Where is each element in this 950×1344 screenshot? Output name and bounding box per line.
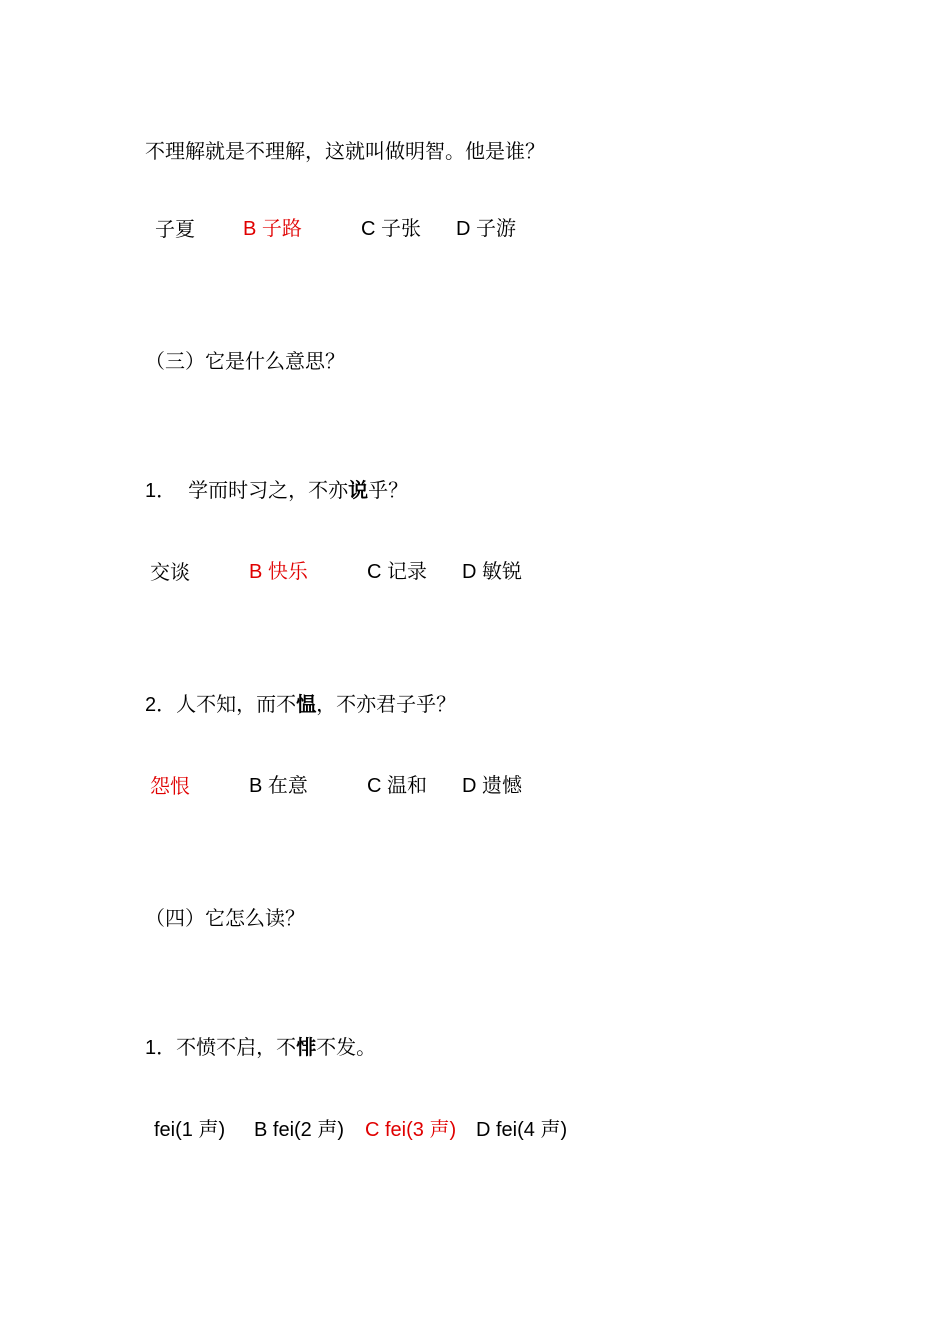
option-c: C 子张 — [361, 218, 421, 240]
keyword: 愠 — [296, 692, 317, 716]
option-c-correct: C fei(3 声) — [365, 1119, 457, 1141]
option-b-correct: B 快乐 — [249, 561, 308, 583]
question-text-after: ，不亦君子乎？ — [316, 692, 457, 716]
option-b-correct: B 子路 — [243, 218, 302, 240]
question-1 — [145, 478, 408, 503]
option-a-correct: 怨恨 — [150, 774, 190, 798]
section-heading: （四）它怎么读？ — [145, 906, 305, 930]
option-c: C 温和 — [367, 775, 427, 797]
keyword: 说 — [348, 478, 369, 502]
option-a: 交谈 — [150, 560, 190, 584]
option-a: 子夏 — [155, 217, 195, 241]
question-number: 1． — [145, 1037, 177, 1059]
option-d: D 子游 — [456, 218, 516, 240]
section-heading: （三）它是什么意思？ — [145, 349, 345, 373]
question-text-before: 不愤不启，不 — [176, 1035, 297, 1059]
question-1 — [145, 1035, 376, 1060]
option-c: C 记录 — [367, 561, 427, 583]
question-text-before: 学而时习之，不亦 — [188, 478, 349, 502]
option-b: B 在意 — [249, 775, 308, 797]
option-d: D fei(4 声) — [476, 1119, 568, 1141]
option-d: D 敏锐 — [462, 561, 522, 583]
question-2 — [145, 692, 456, 717]
question-text-after: 不发。 — [316, 1035, 377, 1059]
question-text: 不理解就是不理解，这就叫做明智。他是谁？ — [145, 139, 545, 163]
question-number: 2． — [145, 694, 177, 716]
question-number: 1． — [145, 480, 177, 502]
question-text-after: 乎？ — [368, 478, 409, 502]
option-b: B fei(2 声) — [254, 1119, 345, 1141]
option-a: fei(1 声) — [154, 1119, 226, 1141]
option-d: D 遗憾 — [462, 775, 522, 797]
keyword: 悱 — [296, 1035, 317, 1059]
question-text-before: 人不知，而不 — [176, 692, 297, 716]
